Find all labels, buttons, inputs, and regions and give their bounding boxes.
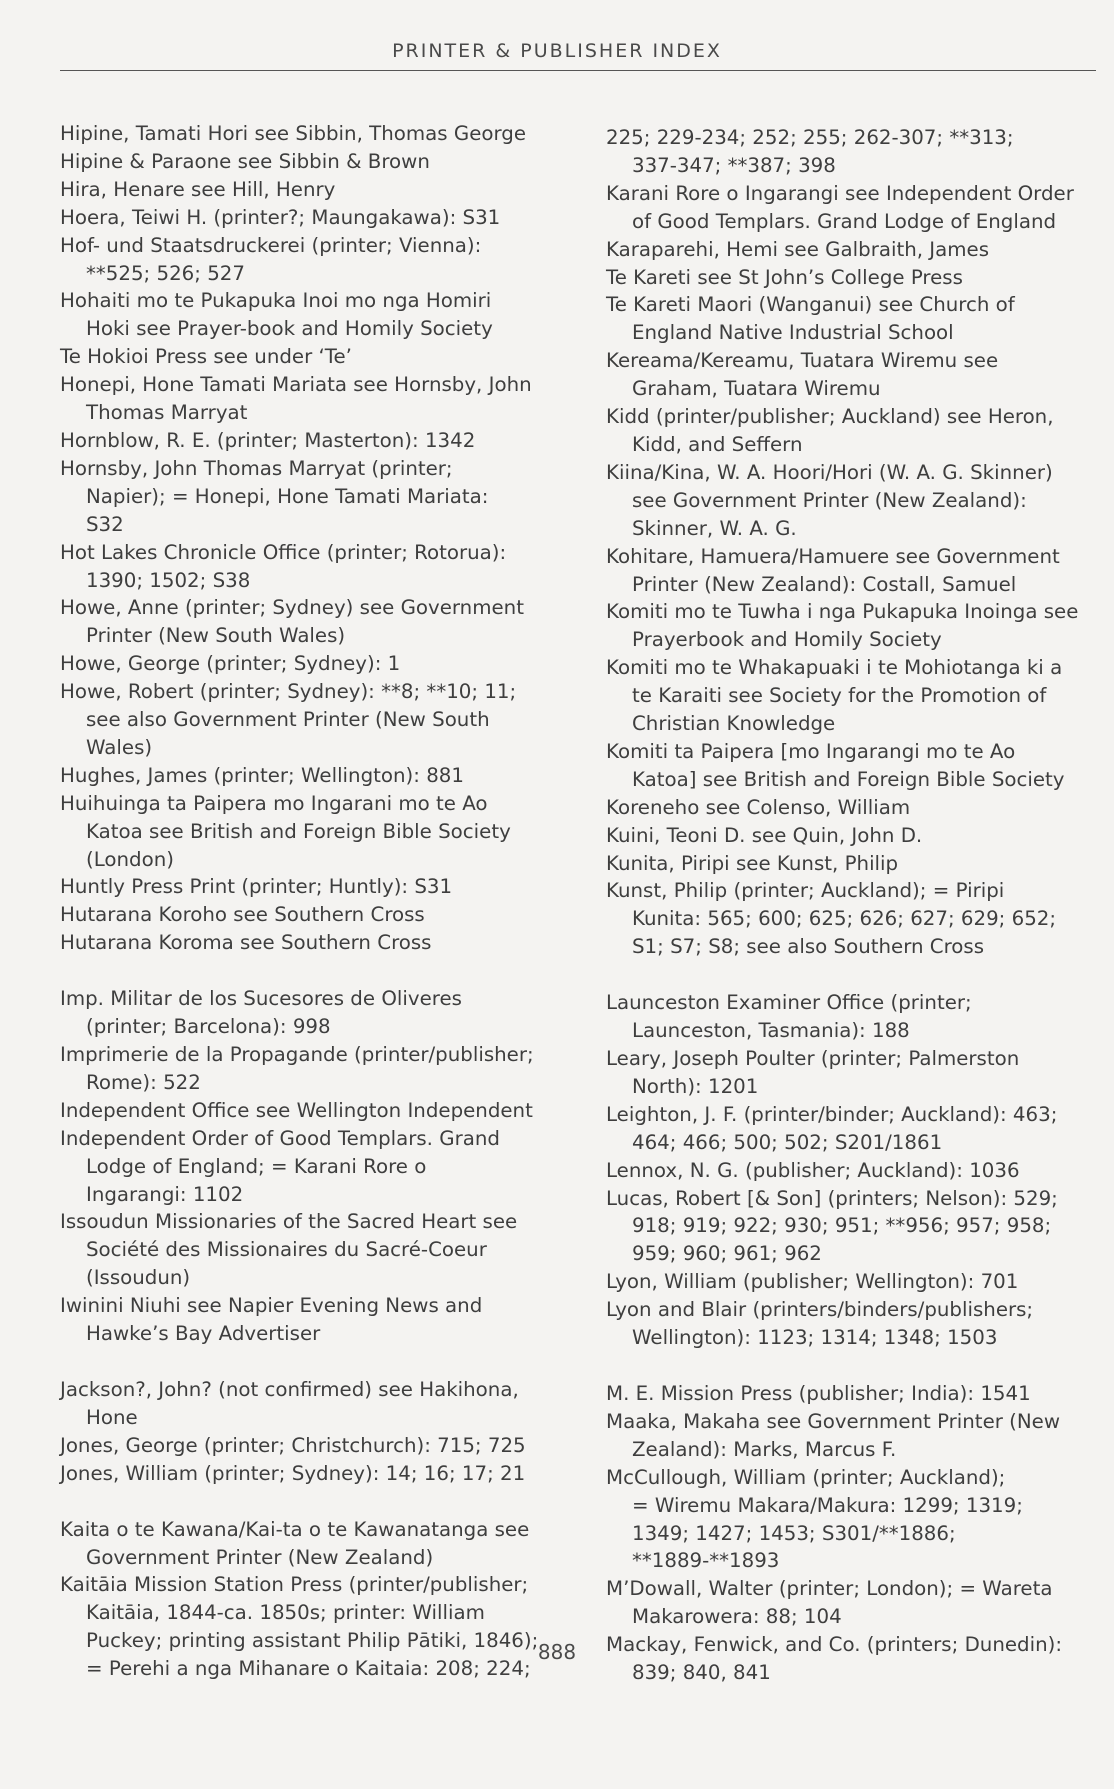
index-entry: Lennox, N. G. (publisher; Auckland): 1036 bbox=[606, 1158, 1020, 1182]
index-entry: Koreneho see Colenso, William bbox=[606, 795, 911, 819]
index-entry: Jones, George (printer; Christchurch): 715; 725 bbox=[60, 1433, 526, 1457]
index-entry: Independent Order of Good Templars. Grand Lodge of England; = Karani Rore o Ingarangi: 1102 bbox=[60, 1126, 500, 1206]
index-entry: Hoera, Teiwi H. (printer?; Maungakawa): S31 bbox=[60, 205, 501, 229]
index-entry: Maaka, Makaha see Government Printer (New Zealand): Marks, Marcus F. bbox=[606, 1409, 1061, 1461]
index-entry: Komiti mo te Whakapuaki i te Mohiotanga ki a te Karaiti see Society for the Promotion of Christian Knowledge bbox=[606, 656, 1063, 736]
index-entry: Karani Rore o Ingarangi see Independent Order of Good Templars. Grand Lodge of England bbox=[606, 181, 1074, 233]
index-entry: Issoudun Missionaries of the Sacred Heart see Société des Missionaires du Sacré-Coeur (Issoudun) bbox=[60, 1210, 518, 1290]
index-entry: Kuini, Teoni D. see Quin, John D. bbox=[606, 823, 923, 847]
index-entry: Independent Office see Wellington Independent bbox=[60, 1098, 533, 1122]
index-entry: Imprimerie de la Propagande (printer/publisher; Rome): 522 bbox=[60, 1043, 534, 1094]
index-entry: Honepi, Hone Tamati Mariata see Hornsby, John Thomas Marryat bbox=[60, 373, 532, 425]
index-entry: Te Hokioi Press see under ‘Te’ bbox=[60, 345, 352, 369]
index-entry: Hughes, James (printer; Wellington): 881 bbox=[60, 763, 464, 787]
index-entry: Kaita o te Kawana/Kai-ta o te Kawanatanga see Government Printer (New Zealand) bbox=[60, 1517, 530, 1569]
index-entry: Te Kareti see St John’s College Press bbox=[606, 265, 963, 289]
index-entry: Howe, Robert (printer; Sydney): **8; **10; 11; see also Government Printer (New South Wales) bbox=[60, 680, 517, 759]
index-entry: Iwinini Niuhi see Napier Evening News and Hawke’s Bay Advertiser bbox=[60, 1294, 483, 1346]
index-entry: Leighton, J. F. (printer/binder; Auckland): 463; 464; 466; 500; 502; S201/1861 bbox=[606, 1102, 1058, 1154]
index-entry: Jones, William (printer; Sydney): 14; 16; 17; 21 bbox=[60, 1461, 526, 1485]
index-entry: McCullough, William (printer; Auckland); = Wiremu Makara/Makura: 1299; 1319; 1349; 1427; 1453; S301/**1886; **1889-**1893 bbox=[606, 1465, 1023, 1573]
index-entry: Imp. Militar de los Sucesores de Oliveres (printer; Barcelona): 998 bbox=[60, 987, 462, 1039]
index-entry: Huntly Press Print (printer; Huntly): S31 bbox=[60, 875, 453, 899]
index-entry: Huihuinga ta Paipera mo Ingarani mo te Ao Katoa see British and Foreign Bible Society (London) bbox=[60, 791, 511, 871]
index-entry: Lucas, Robert [& Son] (printers; Nelson): 529; 918; 919; 922; 930; 951; **956; 957; 958; 959; 960; 961; 962 bbox=[606, 1186, 1058, 1266]
index-entry: Te Kareti Maori (Wanganui) see Church of England Native Industrial School bbox=[606, 293, 1015, 345]
index-entry: Hof- und Staatsdruckerei (printer; Vienna): **525; 526; 527 bbox=[60, 233, 482, 285]
page-number: 888 bbox=[537, 1640, 577, 1664]
index-entry: Kohitare, Hamuera/Hamuere see Government Printer (New Zealand): Costall, Samuel bbox=[606, 544, 1060, 596]
index-entry: Howe, Anne (printer; Sydney) see Government Printer (New South Wales) bbox=[60, 596, 524, 648]
index-entry: Hot Lakes Chronicle Office (printer; Rotorua): 1390; 1502; S38 bbox=[60, 540, 507, 592]
section-gap bbox=[60, 1348, 560, 1376]
index-entry: Hornblow, R. E. (printer; Masterton): 1342 bbox=[60, 428, 476, 452]
index-entry: Hipine, Tamati Hori see Sibbin, Thomas George bbox=[60, 122, 526, 145]
index-entry: Mackay, Fenwick, and Co. (printers; Dunedin): 839; 840, 841 bbox=[606, 1633, 1063, 1685]
index-entry: Kidd (printer/publisher; Auckland) see Heron, Kidd, and Seffern bbox=[606, 405, 1054, 456]
index-entry: Hohaiti mo te Pukapuka Inoi mo nga Homiri Hoki see Prayer-book and Homily Society bbox=[60, 289, 493, 341]
index-entry: Hipine & Paraone see Sibbin & Brown bbox=[60, 149, 430, 173]
left-column bbox=[60, 120, 560, 1683]
index-entry: Lyon, William (publisher; Wellington): 701 bbox=[606, 1270, 1019, 1294]
right-column bbox=[606, 124, 1101, 1687]
index-entry: Kereama/Kereamu, Tuatara Wiremu see Graham, Tuatara Wiremu bbox=[606, 349, 999, 401]
section-gap bbox=[60, 957, 560, 985]
index-entry: Kaitāia Mission Station Press (printer/publisher; Kaitāia, 1844-ca. 1850s; printer: William Puckey; printing assistant Philip Pātiki, 1846); = Perehi a nga Mihanare o Kaitaia: 208; 224; bbox=[60, 1573, 539, 1681]
index-entry: Hira, Henare see Hill, Henry bbox=[60, 177, 336, 201]
index-entry: Hutarana Koroho see Southern Cross bbox=[60, 903, 425, 927]
index-entry: Kunst, Philip (printer; Auckland); = Piripi Kunita: 565; 600; 625; 626; 627; 629; 652; S1; S7; S8; see also Southern Cross bbox=[606, 879, 1057, 959]
section-gap bbox=[606, 961, 1101, 989]
index-entry: Lyon and Blair (printers/binders/publishers; Wellington): 1123; 1314; 1348; 1503 bbox=[606, 1298, 1034, 1350]
index-entry: Komiti mo te Tuwha i nga Pukapuka Inoinga see Prayerbook and Homily Society bbox=[606, 600, 1079, 652]
index-entry: Leary, Joseph Poulter (printer; Palmerston North): 1201 bbox=[606, 1047, 1020, 1098]
index-entry: Howe, George (printer; Sydney): 1 bbox=[60, 652, 401, 676]
index-entry: Komiti ta Paipera [mo Ingarangi mo te Ao Katoa] see British and Foreign Bible Society bbox=[606, 739, 1065, 791]
index-entry: Kunita, Piripi see Kunst, Philip bbox=[606, 851, 899, 875]
index-entry: M’Dowall, Walter (printer; London); = Wareta Makarowera: 88; 104 bbox=[606, 1577, 1053, 1629]
index-entry: Hornsby, John Thomas Marryat (printer; Napier); = Honepi, Hone Tamati Mariata: S32 bbox=[60, 456, 489, 536]
index-entry: 225; 229-234; 252; 255; 262-307; **313; 337-347; **387; 398 bbox=[606, 126, 1014, 177]
index-entry: Kiina/Kina, W. A. Hoori/Hori (W. A. G. Skinner) see Government Printer (New Zealand): Skinner, W. A. G. bbox=[606, 460, 1053, 540]
running-head: PRINTER & PUBLISHER INDEX bbox=[392, 40, 722, 62]
index-entry: Hutarana Koroma see Southern Cross bbox=[60, 931, 432, 955]
section-gap bbox=[60, 1488, 560, 1516]
index-entry: Launceston Examiner Office (printer; Launceston, Tasmania): 188 bbox=[606, 991, 972, 1043]
index-entry: M. E. Mission Press (publisher; India): 1541 bbox=[606, 1381, 1031, 1405]
index-entry: Jackson?, John? (not confirmed) see Hakihona, Hone bbox=[60, 1377, 519, 1429]
section-gap bbox=[606, 1352, 1101, 1380]
index-entry: Karaparehi, Hemi see Galbraith, James bbox=[606, 237, 990, 261]
header-rule bbox=[60, 70, 1096, 71]
